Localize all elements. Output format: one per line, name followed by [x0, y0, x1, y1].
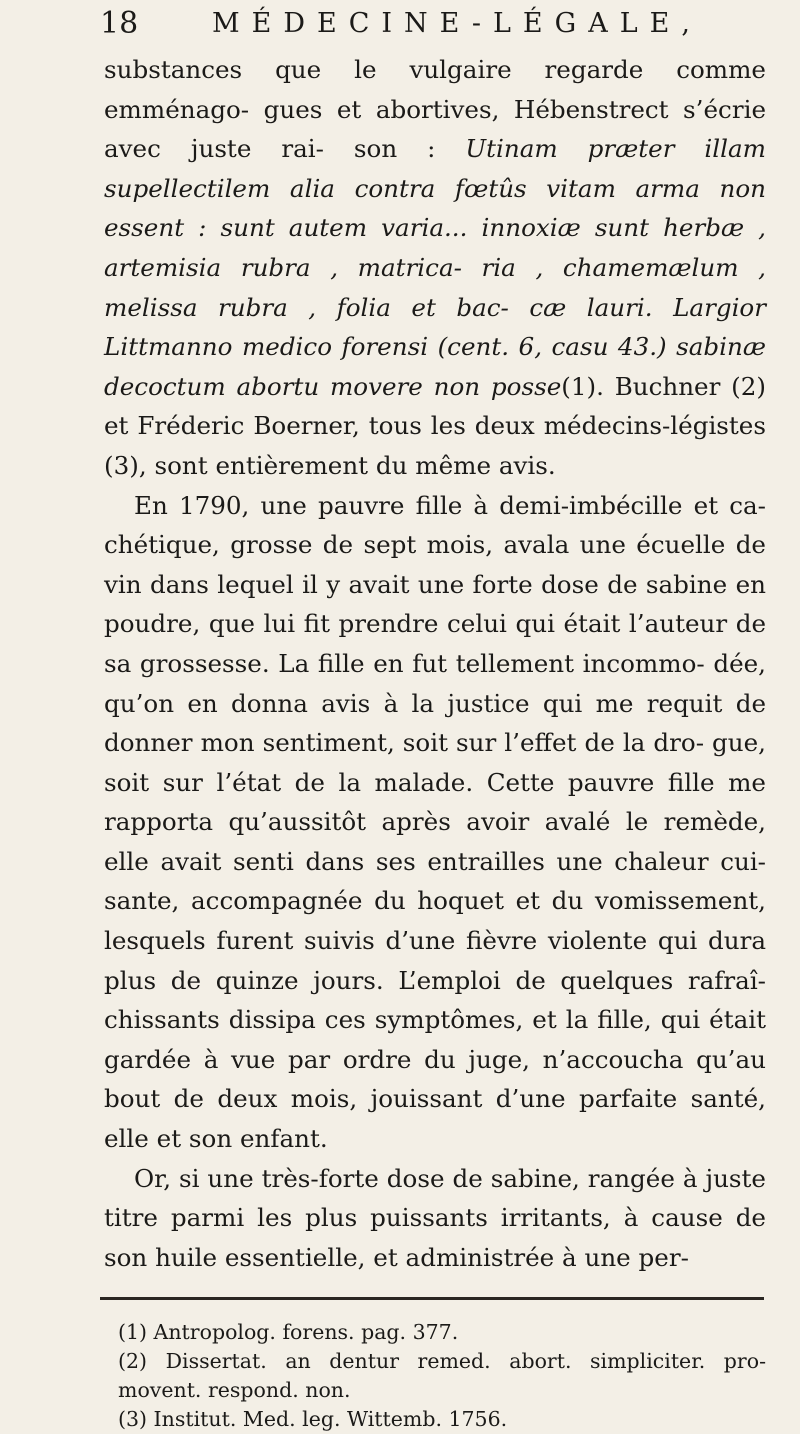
- footnote-divider: [100, 1297, 764, 1300]
- paragraph-2: En 1790, une pauvre fille à demi-imbécille et ca- chétique, grosse de sept mois, avala une écuelle de vin dans lequel il y avait une forte dose de sabine en poudre, que lui fit prendre celui qui était l’auteur de sa grossesse. La fille en fut tellement incommo- dée, qu’on en donna avis à la justice qui me requit de donner mon sentiment, soit sur l’effet de la dro- gue, soit sur l’état de la malade. Cette pauvre fille me rapporta qu’aussitôt après avoir avalé le remède, elle avait senti dans ses entrailles une chaleur cui- sante, accompagnée du hoquet et du vomissement, lesquels furent suivis d’une fièvre violente qui dura plus de quinze jours. L’emploi de quelques rafraî- chissants dissipa ces symptômes, et la fille, qui était gardée à vue par ordre du juge, n’accoucha qu’au bout de deux mois, jouissant d’une parfaite santé, elle et son enfant.: [104, 490, 766, 1154]
- footnotes: [118, 1318, 766, 1434]
- body-text: [104, 50, 766, 1277]
- footnote-1: (1) Antropolog. forens. pag. 377.: [118, 1320, 459, 1344]
- footnote-3: (3) Institut. Med. leg. Wittemb. 1756.: [118, 1407, 508, 1431]
- paragraph-1-intro: substances que le vulgaire regarde comme emménago- gues et abortives, Hébenstrect s’écrie avec juste rai- son :: [104, 55, 766, 164]
- paragraph-1: [104, 50, 766, 486]
- latin-quotation: Utinam præter illam supellectilem alia contra fœtûs vitam arma non essent : sunt autem varia... innoxiæ sunt herbæ , artemisia rubra , matrica- ria , chamemælum , melissa rubra , folia et bac- cæ lauri. Largior Littmanno medico forensi (cent. 6, casu 43.) sabinæ decoctum abortu movere non posse: [104, 134, 766, 401]
- page-number: 18: [100, 6, 139, 41]
- footnote-2: (2) Dissertat. an dentur remed. abort. simpliciter. pro- movent. respond. non.: [118, 1349, 766, 1402]
- page-header: [100, 2, 760, 46]
- paragraph-3: Or, si une très-forte dose de sabine, rangée à juste titre parmi les plus puissants irritants, à cause de son huile essentielle, et administrée à une per-: [104, 1163, 766, 1272]
- running-title: MÉDECINE-LÉGALE,: [212, 8, 702, 39]
- paragraph-1-end: (1). Buchner (2) et Fréderic Boerner, tous les deux médecins-légistes (3), sont entièrement du même avis.: [104, 371, 766, 480]
